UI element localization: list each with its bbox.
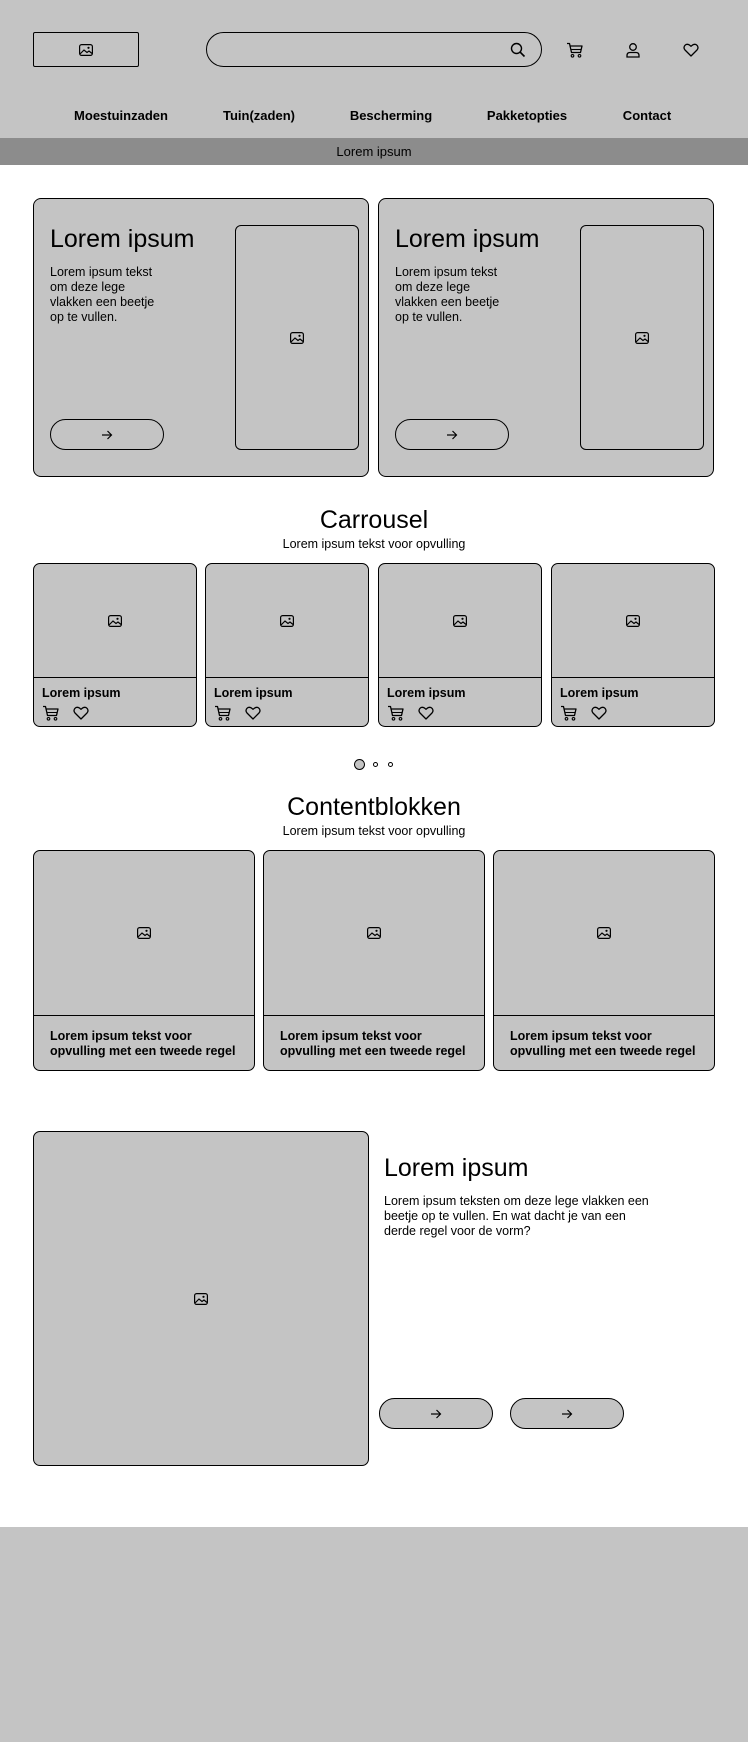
header <box>0 0 748 138</box>
nav-item-pakketopties[interactable]: Pakketopties <box>486 108 568 123</box>
image-icon <box>626 615 640 627</box>
hero-card <box>378 198 714 477</box>
feature-button-primary[interactable] <box>379 1398 493 1429</box>
image-icon <box>137 927 151 939</box>
content-image <box>264 851 484 1016</box>
content-block[interactable] <box>33 850 255 1071</box>
product-name: Lorem ipsum <box>42 686 121 700</box>
contentblocks-subtitle: Lorem ipsum tekst voor opvulling <box>282 824 466 838</box>
arrow-right-icon <box>430 1409 442 1419</box>
search-bar[interactable] <box>206 32 542 67</box>
content-image <box>34 851 254 1016</box>
heart-icon[interactable] <box>591 705 607 721</box>
heart-icon[interactable] <box>681 40 701 60</box>
content-block[interactable] <box>493 850 715 1071</box>
image-icon <box>290 332 304 344</box>
pagination-dot-active[interactable] <box>354 759 365 770</box>
content-block[interactable] <box>263 850 485 1071</box>
heart-icon[interactable] <box>418 705 434 721</box>
arrow-right-icon <box>561 1409 573 1419</box>
heart-icon[interactable] <box>245 705 261 721</box>
product-image <box>34 564 196 678</box>
hero-image <box>235 225 359 450</box>
image-icon <box>367 927 381 939</box>
hero-card <box>33 198 369 477</box>
feature-text: Lorem ipsum teksten om deze lege vlakken een beetje op te vullen. En wat dacht je van een derde regel voor de vorm? <box>384 1194 649 1238</box>
hero-title: Lorem ipsum <box>50 225 195 253</box>
image-icon <box>635 332 649 344</box>
contentblocks-title: Contentblokken <box>287 793 461 821</box>
product-name: Lorem ipsum <box>214 686 293 700</box>
hero-text: Lorem ipsum tekst om deze lege vlakken een beetje op te vullen. <box>50 265 155 324</box>
announcement-banner <box>0 138 748 165</box>
product-image <box>552 564 714 678</box>
banner-text: Lorem ipsum <box>336 144 412 159</box>
nav-item-moestuinzaden[interactable]: Moestuinzaden <box>74 108 168 123</box>
product-image <box>379 564 541 678</box>
pagination-dot[interactable] <box>373 762 378 767</box>
main-nav <box>0 108 748 130</box>
product-name: Lorem ipsum <box>387 686 466 700</box>
hero-image <box>580 225 704 450</box>
product-image <box>206 564 368 678</box>
carousel-item[interactable] <box>33 563 197 727</box>
content-text: Lorem ipsum tekst voor opvulling met een tweede regel <box>50 1029 236 1058</box>
nav-item-bescherming[interactable]: Bescherming <box>349 108 433 123</box>
image-icon <box>194 1293 208 1305</box>
logo[interactable] <box>33 32 139 67</box>
feature-image <box>33 1131 369 1466</box>
arrow-right-icon <box>446 430 458 440</box>
hero-title: Lorem ipsum <box>395 225 540 253</box>
image-icon <box>280 615 294 627</box>
carousel-pagination <box>0 758 748 772</box>
pagination-dot[interactable] <box>388 762 393 767</box>
nav-item-contact[interactable]: Contact <box>622 108 672 123</box>
search-input[interactable] <box>221 39 501 61</box>
carousel-item[interactable] <box>378 563 542 727</box>
image-icon <box>79 44 93 56</box>
cart-icon[interactable] <box>214 705 232 721</box>
hero-text: Lorem ipsum tekst om deze lege vlakken een beetje op te vullen. <box>395 265 500 324</box>
content-image <box>494 851 714 1016</box>
feature-button-secondary[interactable] <box>510 1398 624 1429</box>
image-icon <box>108 615 122 627</box>
carousel-title: Carrousel <box>319 506 429 534</box>
hero-button[interactable] <box>395 419 509 450</box>
carousel-subtitle: Lorem ipsum tekst voor opvulling <box>282 537 466 551</box>
content-text: Lorem ipsum tekst voor opvulling met een tweede regel <box>510 1029 696 1058</box>
arrow-right-icon <box>101 430 113 440</box>
product-name: Lorem ipsum <box>560 686 639 700</box>
image-icon <box>453 615 467 627</box>
user-icon[interactable] <box>623 40 643 60</box>
cart-icon[interactable] <box>565 40 585 60</box>
cart-icon[interactable] <box>387 705 405 721</box>
carousel-item[interactable] <box>551 563 715 727</box>
content-text: Lorem ipsum tekst voor opvulling met een tweede regel <box>280 1029 466 1058</box>
cart-icon[interactable] <box>560 705 578 721</box>
image-icon <box>597 927 611 939</box>
search-icon[interactable] <box>509 41 527 59</box>
feature-title: Lorem ipsum <box>384 1154 529 1182</box>
carousel-item[interactable] <box>205 563 369 727</box>
nav-item-tuinzaden[interactable]: Tuin(zaden) <box>223 108 295 123</box>
heart-icon[interactable] <box>73 705 89 721</box>
cart-icon[interactable] <box>42 705 60 721</box>
footer <box>0 1527 748 1742</box>
hero-button[interactable] <box>50 419 164 450</box>
